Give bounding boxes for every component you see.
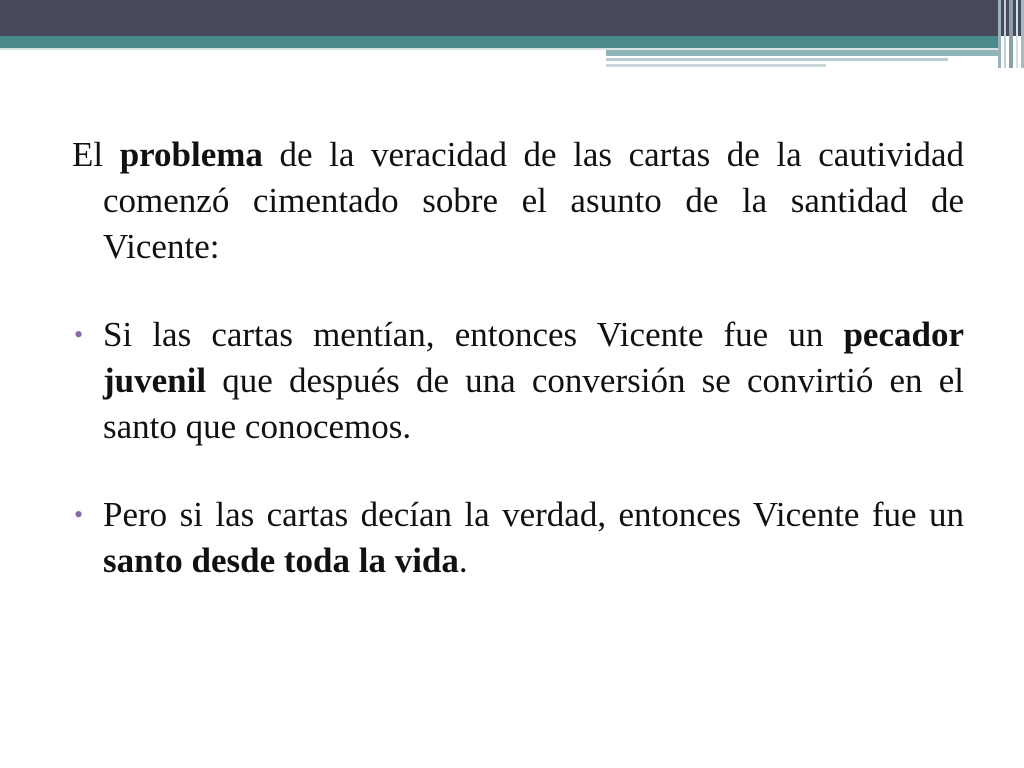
intro-paragraph bbox=[72, 132, 964, 270]
bullet-text bbox=[103, 312, 964, 450]
bullet2-text-2: . bbox=[458, 541, 468, 580]
intro-text-1: El bbox=[72, 135, 120, 174]
bullet-text bbox=[103, 492, 964, 584]
bullet2-text-1: Pero si las cartas decían la verdad, entonces Vicente fue un bbox=[103, 495, 964, 534]
header-teal-band bbox=[0, 36, 1000, 48]
header-accent-bar bbox=[606, 50, 1000, 56]
bullet-item bbox=[72, 492, 964, 584]
header-dark-band bbox=[0, 0, 1024, 36]
header-vertical-lines bbox=[998, 0, 1024, 68]
header-thin-line bbox=[606, 64, 826, 67]
bullet2-bold-text: santo desde toda la vida bbox=[103, 541, 459, 580]
bullet1-bold-text: pecador juvenil bbox=[103, 315, 964, 400]
bullet-item bbox=[72, 312, 964, 450]
bullet1-text-2: que después de una conversión se convirtió en el santo que conocemos. bbox=[103, 361, 964, 446]
bullet-icon: • bbox=[74, 500, 84, 529]
intro-bold-text: problema bbox=[119, 135, 263, 174]
bullet-icon: • bbox=[74, 320, 84, 349]
slide-body bbox=[72, 132, 964, 626]
intro-text-2: de la veracidad de las cartas de la cautividad comenzó cimentado sobre el asunto de la santidad de Vicente: bbox=[103, 135, 964, 266]
header-thin-line bbox=[606, 58, 948, 61]
bullet1-text-1: Si las cartas mentían, entonces Vicente fue un bbox=[103, 315, 844, 354]
